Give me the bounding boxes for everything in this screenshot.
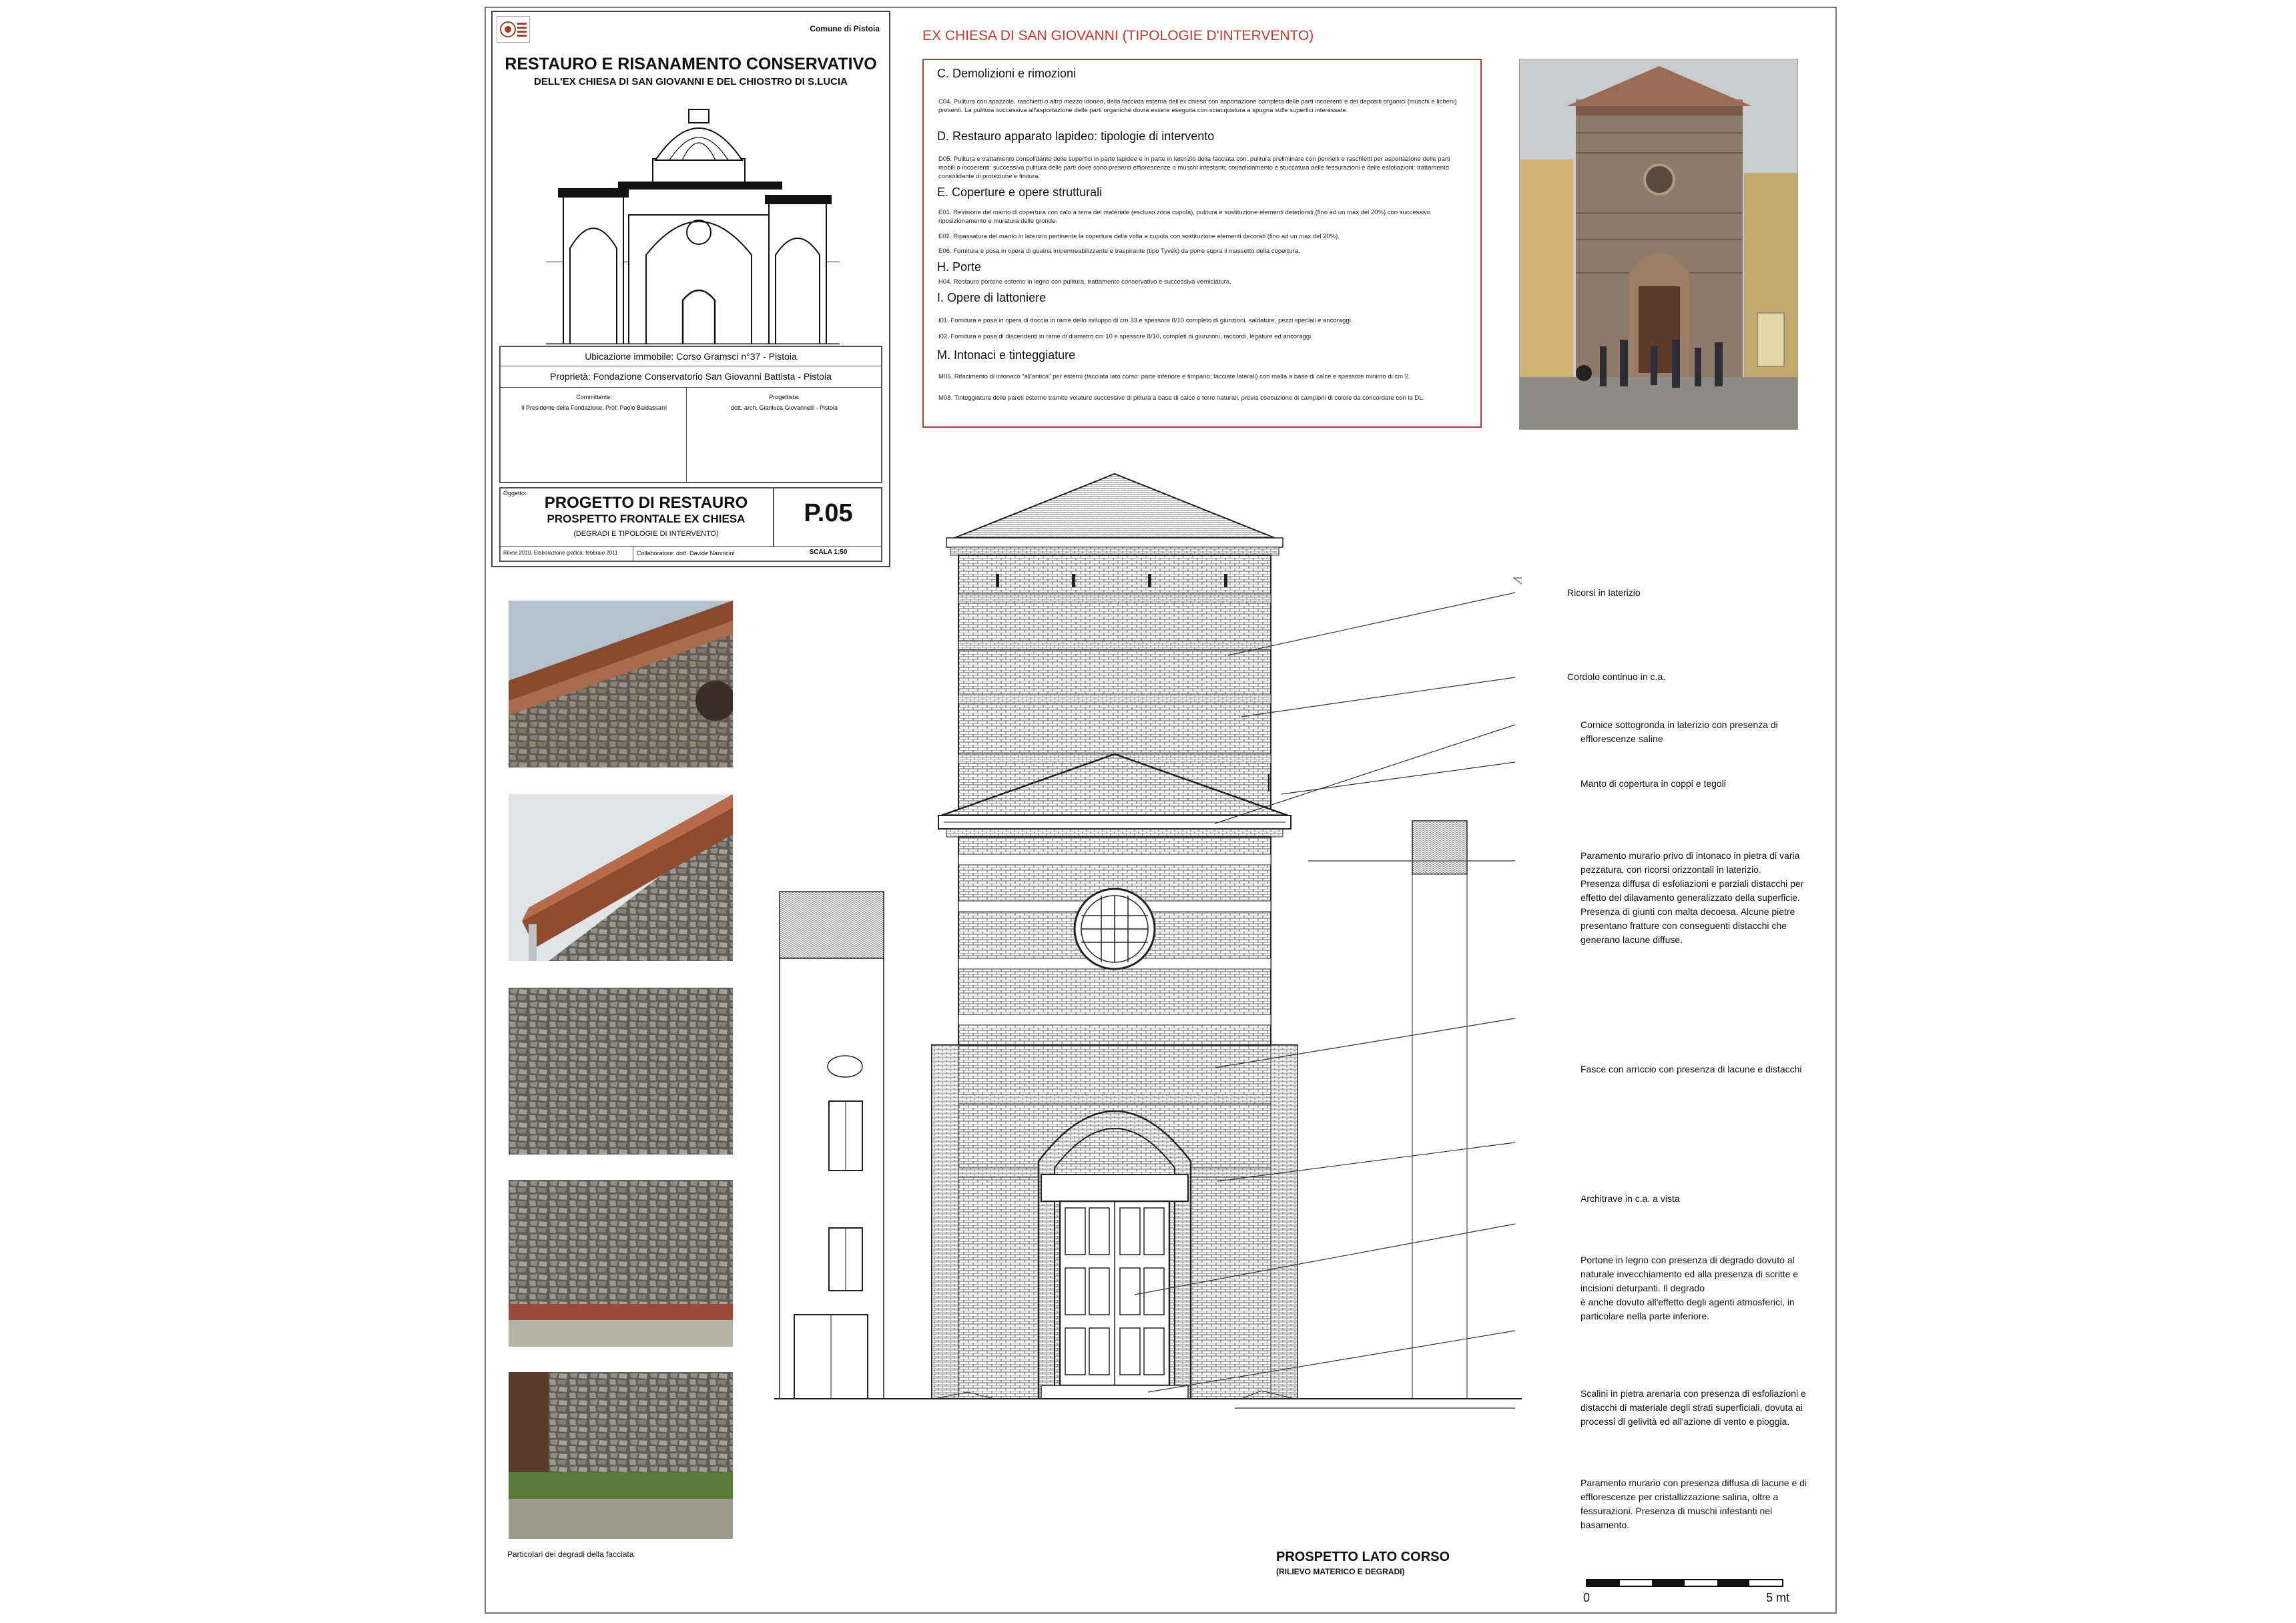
project-note: (DEGRADI E TIPOLOGIE DI INTERVENTO) bbox=[573, 530, 719, 538]
callout-cornice: Cornice sottogronda in laterizio con presenza di efflorescenze saline bbox=[1581, 719, 1778, 744]
sheet-code: P.05 bbox=[804, 499, 853, 527]
project-sub-title: DELL'EX CHIESA DI SAN GIOVANNI E DEL CHIOSTRO DI S.LUCIA bbox=[534, 76, 848, 87]
detail-photo-cornice bbox=[509, 601, 733, 767]
drawing-title: PROSPETTO LATO CORSO bbox=[1276, 1550, 1450, 1564]
section-h-title: H. Porte bbox=[937, 260, 982, 274]
collaborator: Collaboratore: dott. Davide Nannicini bbox=[637, 550, 735, 557]
entrance-steps bbox=[1041, 1385, 1188, 1399]
top-cornice bbox=[946, 538, 1283, 547]
detail-photo-stone-1 bbox=[509, 988, 733, 1155]
client-name: Il Presidente della Fondazione, Prof. Paolo Baldassarri bbox=[521, 404, 667, 411]
callout-manto: Manto di copertura in coppi e tegoli bbox=[1581, 778, 1726, 789]
callout-fasce: Fasce con arriccio con presenza di lacune e distacchi bbox=[1581, 1064, 1802, 1074]
section-i-title: I. Opere di lattoniere bbox=[937, 291, 1047, 304]
project-title: PROGETTO DI RESTAURO bbox=[544, 494, 748, 512]
section-right-nave bbox=[769, 202, 826, 344]
scale-text: SCALA 1:50 bbox=[809, 549, 848, 556]
detail-photo-stone-2 bbox=[509, 1180, 733, 1347]
item-d05: D05. Pulitura e trattamento consolidante delle superfici in parte lapidee e in parte in laterizio della facciata con: pulitura preliminare con pennelli e raschietti per asportazione delle parti mobili o incoerenti: successiva pulitura delle parti dove sono presenti efflorescenze o muschi infestanti; consolidamento e stuccatura delle fessurazioni e delle esfoliazioni; trattamento consolidante di protezione e finitura. bbox=[938, 155, 1450, 180]
location-text: Ubicazione immobile: Corso Gramsci n°37 - Pistoia bbox=[585, 351, 797, 362]
interventions-heading: EX CHIESA DI SAN GIOVANNI (TIPOLOGIE D'INTERVENTO) bbox=[922, 28, 1314, 43]
item-m05: M05. Rifacimento di intonaco "all'antica" per esterni (facciata lato corso: parte inferiore e timpano; facciate laterali) con malta a base di calce e spessore minimo di cm 2. bbox=[938, 373, 1410, 380]
scale-bar-start-label: 0 bbox=[1583, 1591, 1591, 1604]
callout-scalini: Scalini in pietra arenaria con presenza di esfoliazioni e distacchi di materiale degli strati superficiali, dovuta ai processi di gelività ed all'azione di vento e pioggia. bbox=[1581, 1388, 1806, 1427]
scale-bar-end-label: 5 mt bbox=[1766, 1591, 1790, 1604]
church-section-drawing bbox=[546, 88, 840, 344]
section-e-title: E. Coperture e opere strutturali bbox=[937, 186, 1103, 199]
section-left-nave bbox=[563, 195, 623, 344]
designer-label: Progettista: bbox=[769, 394, 800, 400]
scale-bar bbox=[1586, 1579, 1783, 1587]
right-neighbour-wall bbox=[1412, 874, 1467, 1399]
item-i02: I02. Fornitura e posa di discendenti in rame di diametro cm 10 e spessore 8/10, completi di giunzioni, raccordi, legature ed ancoraggi. bbox=[938, 333, 1313, 340]
callout-cordolo: Cordolo continuo in c.a. bbox=[1567, 671, 1666, 682]
right-neighbour-roof bbox=[1412, 821, 1467, 874]
portal-lintel bbox=[1041, 1175, 1188, 1201]
designer-name: dott. arch. Gianluca Giovannelli - Pistoia bbox=[730, 404, 838, 411]
section-d-title: D. Restauro apparato lapideo: tipologie di intervento bbox=[937, 129, 1215, 143]
detail-photo-base bbox=[509, 1372, 733, 1539]
project-subtitle: PROSPETTO FRONTALE EX CHIESA bbox=[547, 513, 746, 525]
callout-architrave: Architrave in c.a. a vista bbox=[1581, 1193, 1680, 1204]
property-text: Proprietà: Fondazione Conservatorio San Giovanni Battista - Pistoia bbox=[550, 371, 832, 382]
drawing-subtitle: (RILIEVO MATERICO E DEGRADI) bbox=[1276, 1567, 1405, 1576]
section-dome bbox=[655, 128, 742, 160]
item-e02: E02. Ripassatura del manto in laterizio pertinente la copertura della volta a cupola con sostituzione elementi decorati (fino ad un max del 20%). bbox=[938, 233, 1340, 240]
section-c-title: C. Demolizioni e rimozioni bbox=[937, 67, 1077, 80]
item-e06: E06. Fornitura e posa in opera di guaina impermeabilizzante e traspirante (tipo Tyvek) da porre sopra il massetto della copertura. bbox=[938, 248, 1300, 255]
municipality-name: Comune di Pistoia bbox=[810, 24, 880, 33]
item-i01: I01. Fornitura e posa in opera di doccia in rame dello sviluppo di cm 33 e spessore 8/10 completo di giunzioni, saldature, pezzi speciali e ancoraggi. bbox=[938, 317, 1353, 324]
callout-paramento: Paramento murario privo di intonaco in pietra di varia pezzatura, con ricorsi orizzontali in laterizio. Presenza diffusa di esfoliazioni e parziali distacchi per effetto del dilavamento generalizzato della superficie. Presenza di giunti con malta decoesa. Alcune pietre presentano fratture con conseguenti distacchi che generano lacune diffuse. bbox=[1581, 850, 1804, 945]
interventions-box bbox=[922, 59, 1482, 428]
detail-photo-eaves bbox=[509, 794, 733, 961]
callout-portone: Portone in legno con presenza di degrado dovuto al naturale invecchiamento ed alla presenza di scritte e incisioni deturpanti. Il degrado è anche dovuto all'effetto degli agenti atmosferici, in particolare nella parte inferiore. bbox=[1581, 1255, 1799, 1321]
project-main-title: RESTAURO E RISANAMENTO CONSERVATIVO bbox=[505, 55, 877, 73]
facade-elevation bbox=[774, 467, 1522, 1488]
item-c04: C04. Pulitura con spazzole, raschietti o altro mezzo idoneo, della facciata esterna dell'ex chiesa con asportazione completa delle parti incoerenti e dei depositi organici (muschi e licheni) presenti. La pulitura successiva all'asportazione delle parti organiche dovrà essere eseguita con sciacquatura a spugna sulle superfici interessate. bbox=[938, 98, 1457, 114]
details-caption: Particolari dei degradi della facciata bbox=[507, 1550, 634, 1559]
item-m08: M08. Tinteggiatura delle pareti esterne tramite velature successive di pittura a base di calce e terre naturali, previa esecuzione di campioni di colore da concordare con la DL. bbox=[938, 394, 1425, 402]
facade-photo bbox=[1519, 59, 1798, 430]
callout-ricorsi: Ricorsi in laterizio bbox=[1567, 587, 1641, 598]
top-roof bbox=[954, 474, 1275, 538]
municipality-logo bbox=[497, 16, 530, 43]
left-building-roof bbox=[780, 892, 884, 958]
object-label: Oggetto: bbox=[503, 490, 527, 497]
item-h04: H04. Restauro portone esterno in legno con pulitura, trattamento conservativo e successiva verniciatura. bbox=[938, 278, 1231, 286]
section-m-title: M. Intonaci e tinteggiature bbox=[937, 348, 1076, 362]
client-label: Committente: bbox=[576, 394, 612, 400]
survey-note: Rilievi 2010, Elaborazione grafica: febbraio 2011 bbox=[503, 550, 618, 556]
callout-basamento: Paramento murario con presenza diffusa di lacune e di efflorescenze per cristallizzazione salina, oltre a fessurazioni. Presenza di muschi infestanti nel basamento. bbox=[1581, 1478, 1807, 1530]
section-central-body bbox=[629, 215, 769, 344]
item-e01: E01. Revisione del manto di copertura con calo a terra del materiale (escluso zona cupola), pulitura e sostituzione elementi deteriorati (fino ad un max del 20%) con successivo riposizionamento e muratura delle gronde. bbox=[938, 209, 1431, 225]
